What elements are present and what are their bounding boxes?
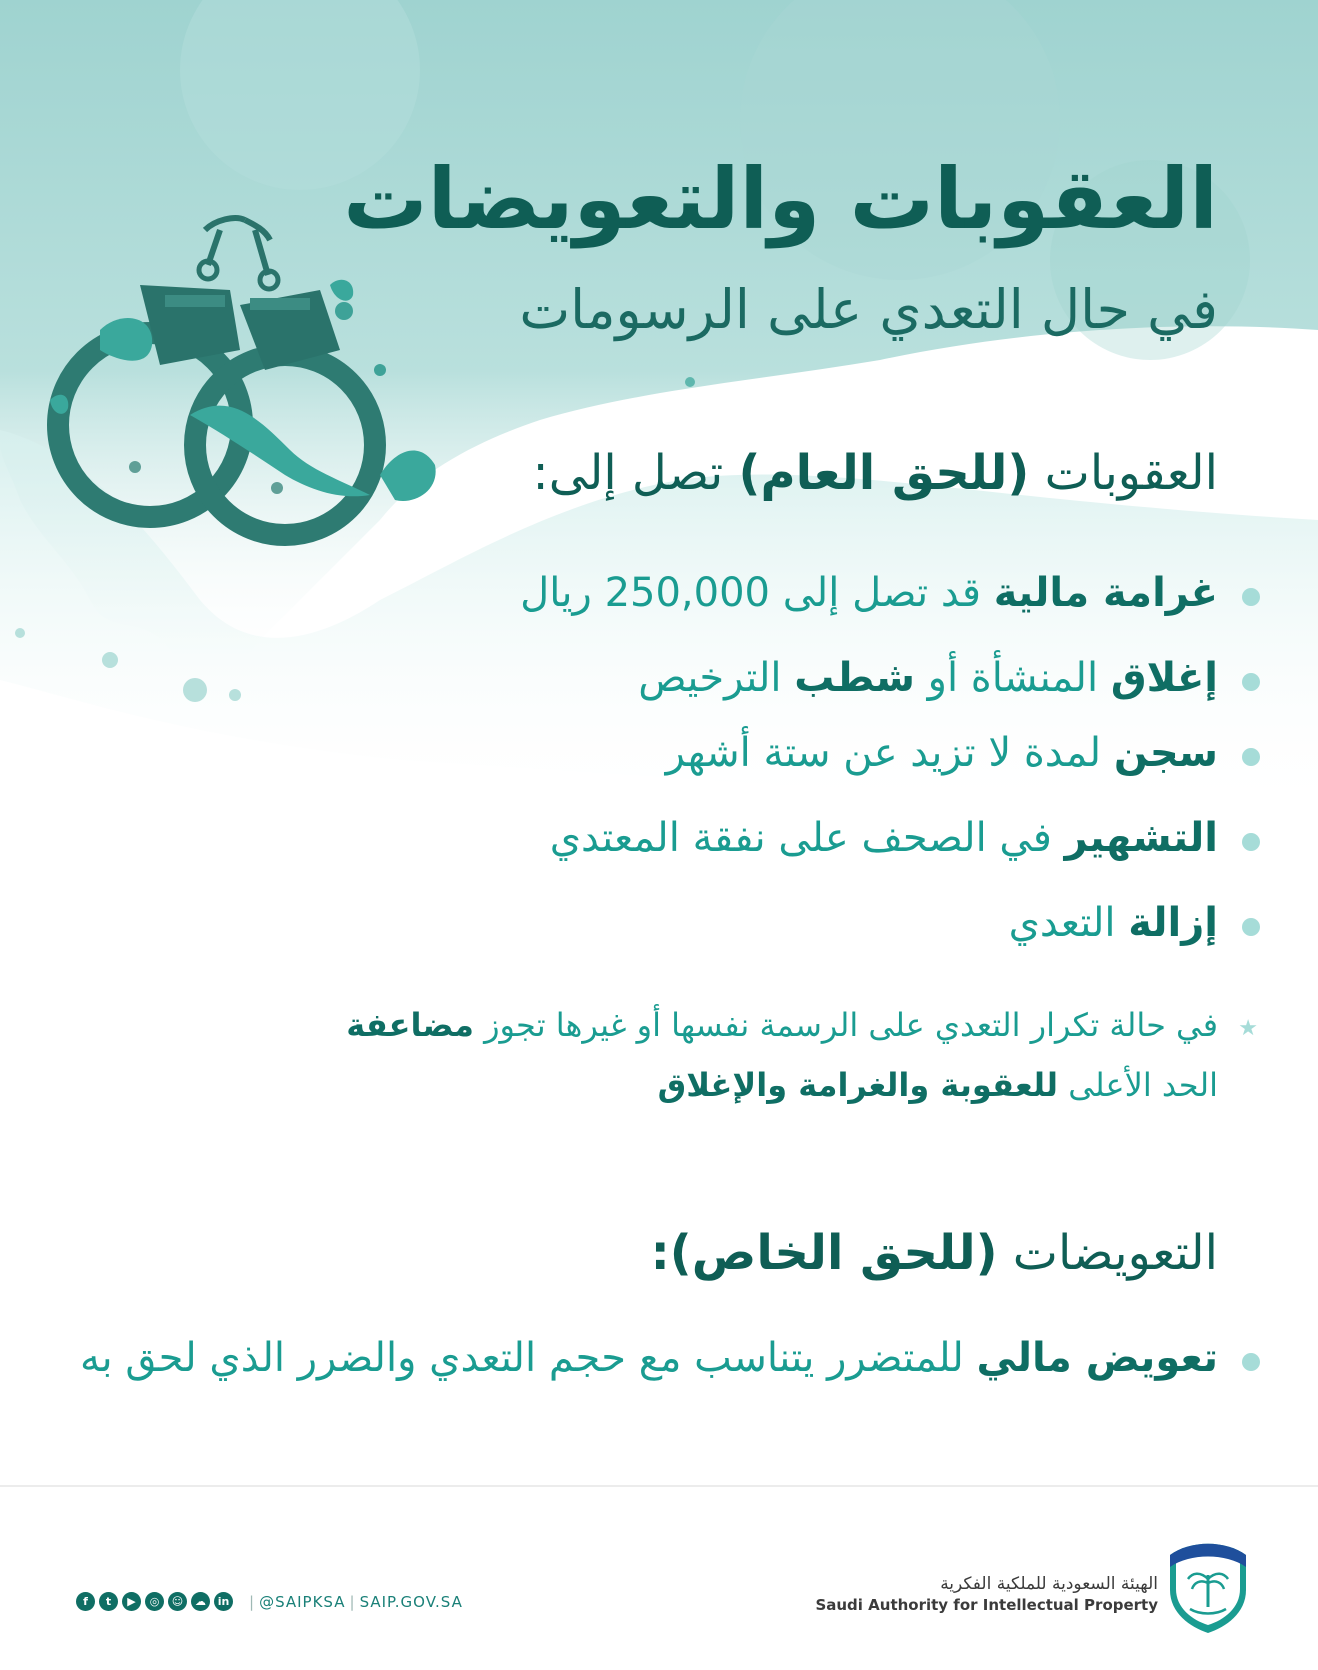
compensation-heading-prefix: التعويضات [1012, 1225, 1218, 1281]
penalty-item-bold: التشهير [1064, 815, 1218, 861]
website-link[interactable]: SAIP.GOV.SA [359, 1592, 463, 1611]
penalty-item-bold: سجن [1113, 730, 1218, 776]
penalty-item-text: لمدة لا تزيد عن ستة أشهر [665, 730, 1102, 776]
penalty-item-text: قد تصل إلى 250,000 ريال [520, 570, 982, 616]
bullet-dot-icon [1242, 918, 1260, 936]
penalties-heading-bold: (للحق العام) [738, 445, 1030, 501]
note-line-2-text: الحد الأعلى [1068, 1066, 1218, 1104]
penalties-heading-prefix: العقوبات [1044, 445, 1218, 501]
note-line-1-bold: مضاعفة [346, 1006, 474, 1044]
compensation-item-text: للمتضرر يتناسب مع حجم التعدي والضرر الذي لحق به [80, 1335, 964, 1381]
bullet-dot-icon [1242, 588, 1260, 606]
youtube-icon[interactable]: ▶ [122, 1592, 141, 1611]
organization-name [815, 1574, 1158, 1614]
note-line-1 [118, 995, 1218, 1055]
penalty-item-text-2: الترخيص [638, 655, 782, 701]
facebook-icon[interactable]: f [76, 1592, 95, 1611]
footer-divider [0, 1485, 1318, 1487]
compensation-item-financial [38, 1335, 1218, 1381]
bullet-dot-icon [1242, 748, 1260, 766]
soundcloud-icon[interactable]: ☁ [191, 1592, 210, 1611]
bullet-dot-icon [1242, 1353, 1260, 1371]
page-subtitle: في حال التعدي على الرسومات [519, 278, 1218, 341]
penalty-item-closure [38, 655, 1218, 701]
snapchat-icon[interactable]: ☺ [168, 1592, 187, 1611]
note-line-2-bold: للعقوبة والغرامة والإغلاق [657, 1066, 1059, 1104]
penalty-item-text: المنشأة أو [927, 655, 1099, 701]
org-name-en: Saudi Authority for Intellectual Property [815, 1596, 1158, 1614]
note-line-1-text: في حالة تكرار التعدي على الرسمة نفسها أو غيرها تجوز [484, 1006, 1218, 1044]
penalty-item-bold: إغلاق [1110, 655, 1218, 701]
page-title: العقوبات والتعويضات [343, 150, 1218, 248]
linkedin-icon[interactable]: in [214, 1592, 233, 1611]
penalty-item-publicity [38, 815, 1218, 861]
saip-logo-icon [1160, 1535, 1256, 1635]
penalty-item-fine [38, 570, 1218, 616]
penalty-item-prison [38, 730, 1218, 776]
penalty-item-bold: إزالة [1128, 900, 1218, 946]
penalties-heading-suffix: تصل إلى: [532, 445, 724, 501]
compensation-heading [118, 1225, 1218, 1281]
bullet-dot-icon [1242, 833, 1260, 851]
compensation-heading-bold: (للحق الخاص): [650, 1225, 998, 1281]
penalties-heading [118, 445, 1218, 501]
instagram-icon[interactable]: ◎ [145, 1592, 164, 1611]
footer-links: | @SAIPKSA | SAIP.GOV.SA [249, 1592, 463, 1611]
repeat-offense-note [118, 995, 1258, 1115]
social-handle-link[interactable]: @SAIPKSA [259, 1592, 346, 1611]
penalty-item-text: التعدي [1008, 900, 1116, 946]
twitter-icon[interactable]: t [99, 1592, 118, 1611]
star-icon: ★ [1238, 1016, 1258, 1041]
org-name-ar: الهيئة السعودية للملكية الفكرية [940, 1574, 1158, 1594]
bullet-dot-icon [1242, 673, 1260, 691]
social-links [76, 1592, 463, 1611]
penalty-item-removal [38, 900, 1218, 946]
penalty-item-text: في الصحف على نفقة المعتدي [549, 815, 1052, 861]
compensation-item-bold: تعويض مالي [976, 1335, 1218, 1381]
note-line-2 [118, 1055, 1218, 1115]
penalty-item-bold-2: شطب [794, 655, 915, 701]
penalty-item-bold: غرامة مالية [993, 570, 1218, 616]
